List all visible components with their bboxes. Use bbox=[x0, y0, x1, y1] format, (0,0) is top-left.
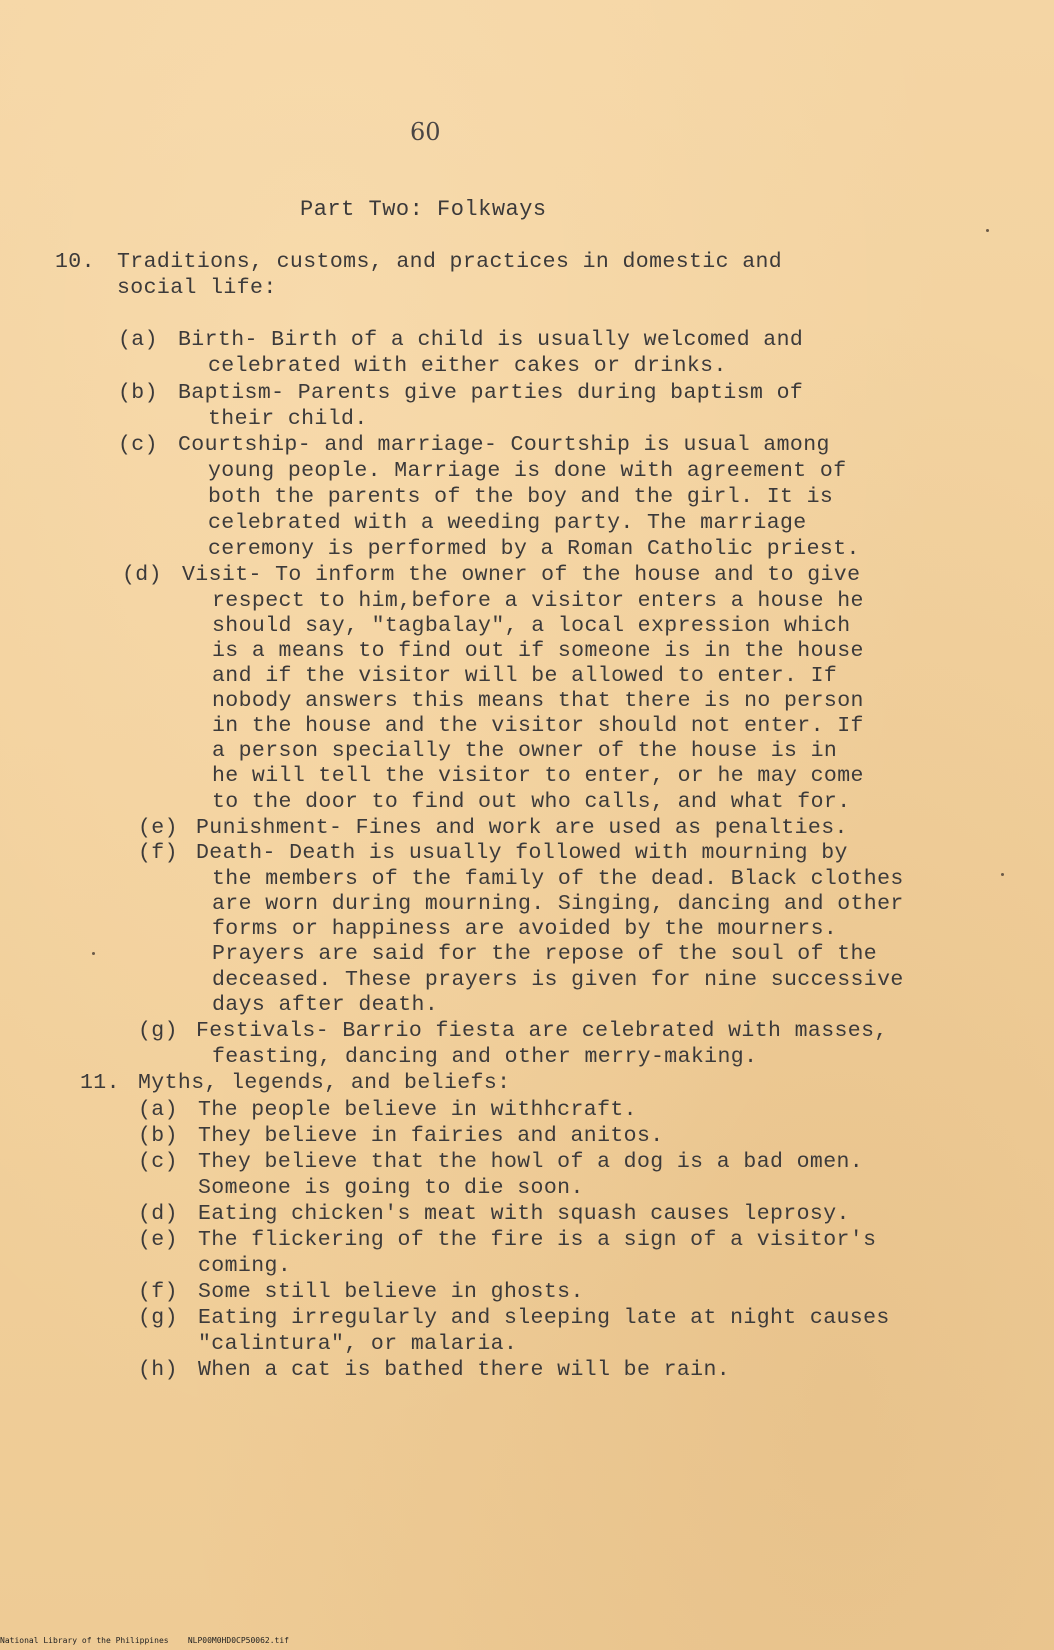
item-text: celebrated with either cakes or drinks. bbox=[208, 354, 727, 378]
item-text: Festivals- Barrio fiesta are celebrated with masses, bbox=[196, 1019, 888, 1043]
paper-speck bbox=[92, 952, 95, 955]
item-label: (d) bbox=[122, 563, 162, 587]
item-label: (b) bbox=[138, 1124, 178, 1148]
item-label: (a) bbox=[118, 328, 158, 352]
item-text: the members of the family of the dead. Black clothes bbox=[212, 867, 904, 891]
footer-file: NLP00M0HD0CP50062.tif bbox=[187, 1636, 289, 1645]
item-text: in the house and the visitor should not enter. If bbox=[212, 714, 864, 738]
item-text: respect to him,before a visitor enters a house he bbox=[212, 589, 864, 613]
item-text: should say, "tagbalay", a local expression which bbox=[212, 614, 851, 638]
item-text: They believe in fairies and anitos. bbox=[198, 1124, 664, 1148]
item-text: deceased. These prayers is given for nine successive bbox=[212, 968, 904, 992]
paper-speck bbox=[986, 229, 989, 232]
item-text: Eating irregularly and sleeping late at night causes bbox=[198, 1306, 890, 1330]
item-text: Death- Death is usually followed with mourning by bbox=[196, 841, 848, 865]
item-text: Some still believe in ghosts. bbox=[198, 1280, 584, 1304]
item-text: Courtship- and marriage- Courtship is usual among bbox=[178, 433, 830, 457]
item-label: (c) bbox=[118, 433, 158, 457]
item-text: a person specially the owner of the house is in bbox=[212, 739, 838, 763]
item-label: (b) bbox=[118, 381, 158, 405]
item-text: days after death. bbox=[212, 993, 439, 1017]
item-text: he will tell the visitor to enter, or he may come bbox=[212, 764, 864, 788]
item-label: (e) bbox=[138, 1228, 178, 1252]
item-text: Baptism- Parents give parties during baptism of bbox=[178, 381, 804, 405]
item-label: (f) bbox=[138, 1280, 178, 1304]
item-text: is a means to find out if someone is in the house bbox=[212, 639, 864, 663]
item-text: Birth- Birth of a child is usually welcomed and bbox=[178, 328, 804, 352]
item-text: The flickering of the fire is a sign of a visitor's bbox=[198, 1228, 877, 1252]
item-text: nobody answers this means that there is no person bbox=[212, 689, 864, 713]
section-11-heading: Myths, legends, and beliefs: bbox=[138, 1071, 511, 1095]
item-label: (d) bbox=[138, 1202, 178, 1226]
part-title: Part Two: Folkways bbox=[300, 197, 547, 222]
item-text: are worn during mourning. Singing, dancing and other bbox=[212, 892, 904, 916]
item-label: (g) bbox=[138, 1019, 178, 1043]
item-label: (f) bbox=[138, 841, 178, 865]
item-text: The people believe in withhcraft. bbox=[198, 1098, 637, 1122]
section-11-number: 11. bbox=[80, 1071, 120, 1095]
item-label: (c) bbox=[138, 1150, 178, 1174]
item-text: feasting, dancing and other merry-making. bbox=[212, 1045, 758, 1069]
item-text: "calintura", or malaria. bbox=[198, 1332, 518, 1356]
item-text: They believe that the howl of a dog is a bad omen. bbox=[198, 1150, 864, 1174]
scan-footer bbox=[0, 1636, 289, 1645]
section-10-heading: Traditions, customs, and practices in domestic and bbox=[117, 250, 783, 274]
item-text: Eating chicken's meat with squash causes leprosy. bbox=[198, 1202, 850, 1226]
item-label: (g) bbox=[138, 1306, 178, 1330]
footer-library: National Library of the Philippines bbox=[0, 1636, 169, 1645]
item-text: When a cat is bathed there will be rain. bbox=[198, 1358, 731, 1382]
item-label: (h) bbox=[138, 1358, 178, 1382]
item-text: celebrated with a weeding party. The marriage bbox=[208, 511, 807, 535]
item-text: young people. Marriage is done with agreement of bbox=[208, 459, 847, 483]
item-text: their child. bbox=[208, 407, 368, 431]
item-label: (a) bbox=[138, 1098, 178, 1122]
page-number: 60 bbox=[410, 118, 441, 146]
item-text: forms or happiness are avoided by the mourners. bbox=[212, 917, 838, 941]
item-text: Someone is going to die soon. bbox=[198, 1176, 584, 1200]
item-text: Punishment- Fines and work are used as penalties. bbox=[196, 816, 848, 840]
section-10-number: 10. bbox=[55, 250, 95, 274]
item-text: Prayers are said for the repose of the soul of the bbox=[212, 942, 878, 966]
item-text: both the parents of the boy and the girl. It is bbox=[208, 485, 834, 509]
item-text: Visit- To inform the owner of the house and to give bbox=[182, 563, 861, 587]
item-text: to the door to find out who calls, and what for. bbox=[212, 790, 851, 814]
item-text: coming. bbox=[198, 1254, 292, 1278]
section-10-heading-cont: social life: bbox=[117, 276, 277, 300]
paper-speck bbox=[1001, 873, 1004, 876]
item-label: (e) bbox=[138, 816, 178, 840]
item-text: and if the visitor will be allowed to enter. If bbox=[212, 664, 838, 688]
item-text: ceremony is performed by a Roman Catholic priest. bbox=[208, 537, 860, 561]
